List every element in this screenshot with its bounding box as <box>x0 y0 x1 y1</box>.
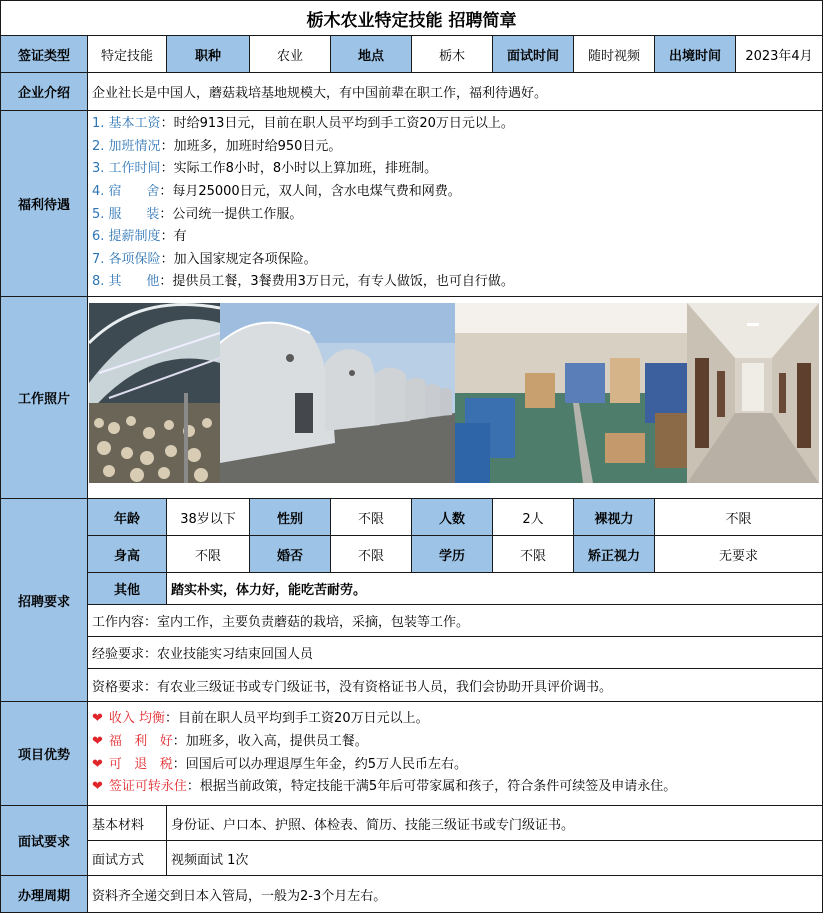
marital-label: 婚否 <box>249 535 331 573</box>
benefit-item: 6. 提薪制度：有 <box>92 229 187 245</box>
benefit-item: 4. 宿 舍：每月25000日元，双人间，含水电煤气费和网费。 <box>92 183 461 199</box>
dormitory-corridor-photo <box>687 303 819 483</box>
greenhouse-tunnels-photo <box>220 303 455 483</box>
interview-label: 面试要求 <box>0 805 88 876</box>
materials-value: 身份证、户口本、护照、体检表、简历、技能三级证书或专门级证书。 <box>166 805 823 841</box>
other-value: 踏实朴实，体力好，能吃苦耐劳。 <box>166 572 823 605</box>
materials-label: 基本材料 <box>87 805 167 841</box>
benefit-item: 2. 加班情况：加班多，加班时给950日元。 <box>92 138 342 154</box>
company-label: 企业介绍 <box>0 72 88 111</box>
visa-type-label: 签证类型 <box>0 35 88 73</box>
heart-icon: ❤ <box>92 756 103 772</box>
processing-text: 资料齐全递交到日本入管局，一般为2-3个月左右。 <box>87 875 823 913</box>
benefit-item: 3. 工作时间：实际工作8小时，8小时以上算加班，排班制。 <box>92 161 438 177</box>
benefit-item: 7. 各项保险：加入国家规定各项保险。 <box>92 251 317 267</box>
gender-value: 不限 <box>330 498 412 536</box>
interview-time-value: 随时视频 <box>573 35 655 73</box>
naked-vision-value: 不限 <box>654 498 823 536</box>
method-value: 视频面试 1次 <box>166 840 823 876</box>
education-label: 学历 <box>411 535 493 573</box>
departure-value: 2023年4月 <box>735 35 823 73</box>
heart-icon: ❤ <box>92 711 103 727</box>
page-title: 栃木农业特定技能 招聘简章 <box>0 0 823 36</box>
location-value: 栃木 <box>411 35 493 73</box>
advantage-item: ❤ 可 退 税：回国后可以办理退厚生年金，约5万人民币左右。 <box>92 756 467 772</box>
count-value: 2人 <box>492 498 574 536</box>
visa-type-value: 特定技能 <box>87 35 167 73</box>
departure-label: 出境时间 <box>654 35 736 73</box>
gender-label: 性别 <box>249 498 331 536</box>
benefit-item: 5. 服 装：公司统一提供工作服。 <box>92 206 303 222</box>
education-value: 不限 <box>492 535 574 573</box>
processing-label: 办理周期 <box>0 875 88 913</box>
other-label: 其他 <box>87 572 167 605</box>
corrected-vision-value: 无要求 <box>654 535 823 573</box>
age-label: 年龄 <box>87 498 167 536</box>
corrected-vision-label: 矫正视力 <box>573 535 655 573</box>
company-text: 企业社长是中国人，蘑菇栽培基地规模大，有中国前辈在职工作，福利待遇好。 <box>87 72 823 111</box>
height-label: 身高 <box>87 535 167 573</box>
advantages-list <box>87 701 823 806</box>
work-content: 工作内容：室内工作，主要负责蘑菇的栽培，采摘，包装等工作。 <box>87 604 823 637</box>
photos-label: 工作照片 <box>0 296 88 499</box>
benefits-label: 福利待遇 <box>0 110 88 297</box>
marital-value: 不限 <box>330 535 412 573</box>
mushroom-greenhouse-photo <box>89 303 220 483</box>
benefits-list <box>87 110 823 297</box>
advantage-item: ❤ 签证可转永住：根据当前政策，特定技能干满5年后可带家属和孩子，符合条件可续签及申请永住。 <box>92 779 677 795</box>
job-label: 职种 <box>166 35 250 73</box>
height-value: 不限 <box>166 535 250 573</box>
method-label: 面试方式 <box>87 840 167 876</box>
interview-time-label: 面试时间 <box>492 35 574 73</box>
advantage-item: ❤ 福 利 好：加班多，收入高，提供员工餐。 <box>92 733 368 749</box>
age-value: 38岁以下 <box>166 498 250 536</box>
benefit-item: 1. 基本工资：时给913日元，目前在职人员平均到手工资20万日元以上。 <box>92 116 514 132</box>
naked-vision-label: 裸视力 <box>573 498 655 536</box>
advantages-label: 项目优势 <box>0 701 88 806</box>
packing-warehouse-photo <box>455 303 687 483</box>
requirements-label: 招聘要求 <box>0 498 88 702</box>
job-value: 农业 <box>249 35 331 73</box>
benefit-item: 8. 其 他：提供员工餐，3餐费用3万日元，有专人做饭，也可自行做。 <box>92 274 514 290</box>
experience-requirement: 经验要求：农业技能实习结束回国人员 <box>87 636 823 669</box>
heart-icon: ❤ <box>92 779 103 795</box>
qualification-requirement: 资格要求：有农业三级证书或专门级证书，没有资格证书人员，我们会协助开具评价调书。 <box>87 668 823 702</box>
count-label: 人数 <box>411 498 493 536</box>
location-label: 地点 <box>330 35 412 73</box>
advantage-item: ❤ 收入 均衡：目前在职人员平均到手工资20万日元以上。 <box>92 711 429 727</box>
heart-icon: ❤ <box>92 733 103 749</box>
